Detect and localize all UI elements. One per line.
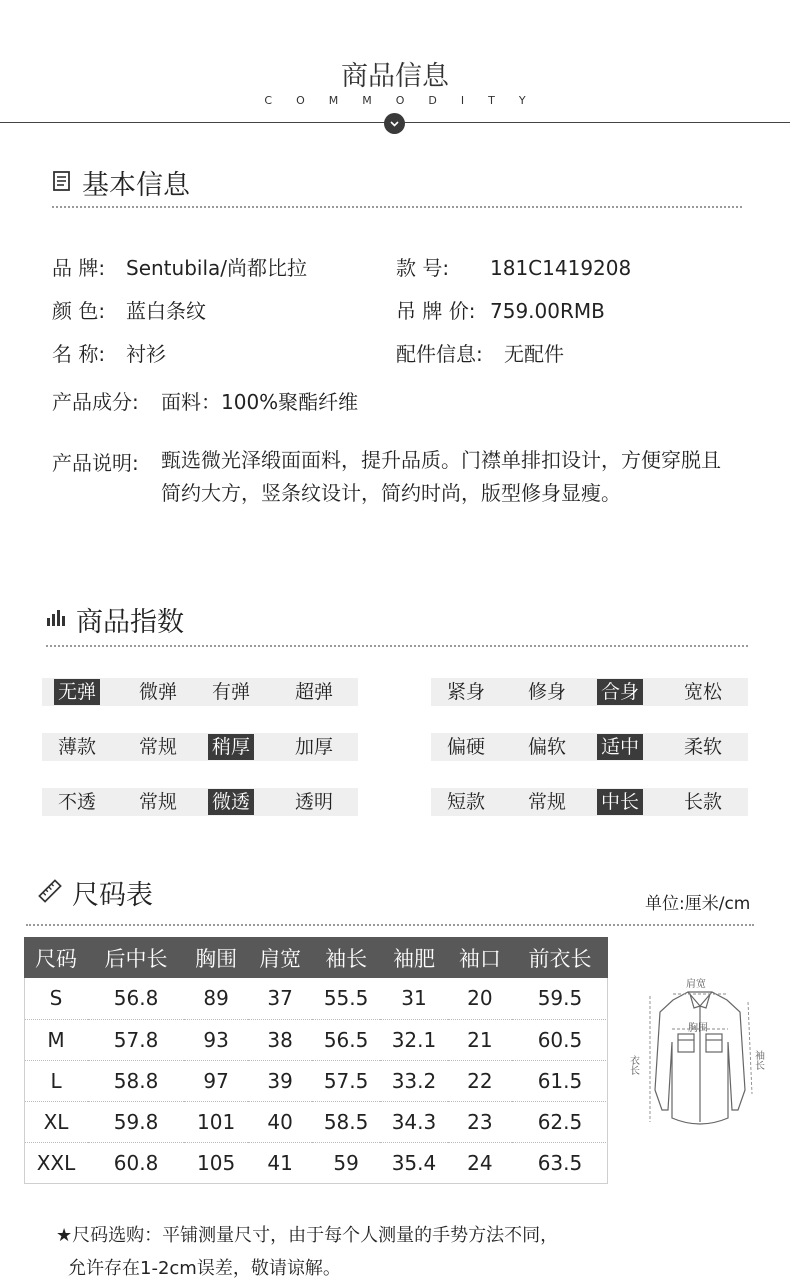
index-option-selected: 无弹 — [54, 679, 100, 705]
size-table-header — [24, 937, 608, 978]
index-row — [431, 678, 748, 706]
index-option: 修身 — [527, 681, 566, 703]
size-table-cell: 56.5 — [312, 1019, 380, 1060]
size-note-line2: 允许存在1-2cm误差，敬请谅解。 — [68, 1258, 341, 1279]
color-label: 颜 色: — [52, 299, 106, 323]
size-table-header-cell: 袖口 — [448, 937, 512, 978]
size-table-cell: 31 — [401, 986, 427, 1011]
index-option: 长款 — [683, 791, 722, 813]
index-row — [42, 678, 358, 706]
size-table-cell: 41 — [248, 1142, 312, 1183]
description-label: 产品说明: — [52, 451, 139, 475]
diagram-label-shoulder: 肩宽 — [686, 979, 706, 990]
accessories-label: 配件信息: — [396, 342, 483, 366]
index-row — [42, 733, 358, 761]
index-option: 不透 — [57, 791, 96, 813]
index-row — [431, 733, 748, 761]
tag-price-label: 吊 牌 价: — [396, 299, 476, 323]
tag-price-value: 759.00RMB — [490, 299, 605, 323]
ruler-icon — [38, 879, 62, 907]
index-row — [431, 788, 748, 816]
size-table-row — [24, 1142, 608, 1183]
composition-label: 产品成分: — [52, 390, 139, 414]
size-table-cell: 40 — [248, 1101, 312, 1142]
size-table-cell: 32.1 — [380, 1019, 448, 1060]
index-option: 超弹 — [294, 681, 333, 703]
size-table-cell: 55.5 — [323, 986, 369, 1011]
size-table-cell: 97 — [184, 1060, 248, 1101]
name-value: 衬衫 — [126, 342, 166, 366]
size-table-cell: M — [24, 1019, 88, 1060]
shirt-measurement-diagram — [628, 972, 770, 1132]
size-table-cell: 57.8 — [88, 1019, 184, 1060]
name-row — [52, 338, 166, 367]
size-table-header-cell: 尺码 — [24, 937, 88, 978]
size-table-cell: 63.5 — [512, 1142, 608, 1183]
index-option: 柔软 — [683, 736, 722, 758]
index-title: 商品指数 — [76, 607, 184, 638]
index-option-selected: 微透 — [208, 789, 254, 815]
size-table-cell: 23 — [448, 1101, 512, 1142]
size-table-header-cell: 胸围 — [184, 937, 248, 978]
size-table — [24, 937, 608, 1183]
index-row — [42, 788, 358, 816]
size-table-row — [24, 978, 608, 1019]
size-table-cell: 60.5 — [512, 1019, 608, 1060]
index-option: 常规 — [527, 791, 566, 813]
index-option: 微弹 — [138, 681, 177, 703]
diagram-label-chest: 胸围 — [688, 1023, 708, 1034]
size-table-body — [24, 978, 608, 1183]
size-table-cell: 57.5 — [312, 1060, 380, 1101]
size-table-header-cell: 前衣长 — [512, 937, 608, 978]
index-option-selected: 中长 — [597, 789, 643, 815]
size-table-cell: 58.5 — [312, 1101, 380, 1142]
size-table-header-cell: 后中长 — [88, 937, 184, 978]
size-table-cell: 56.8 — [113, 986, 159, 1011]
description-text: 甄选微光泽缎面面料，提升品质。门襟单排扣设计，方便穿脱且简约大方，竖条纹设计，简约时尚，版型修身显瘦。 — [161, 448, 721, 505]
size-note-line1: ★尺码选购：平铺测量尺寸，由于每个人测量的手势方法不同， — [56, 1225, 559, 1246]
size-table-cell: 93 — [184, 1019, 248, 1060]
size-table-cell: 59.8 — [88, 1101, 184, 1142]
size-table-cell: 39 — [248, 1060, 312, 1101]
color-row — [52, 295, 206, 324]
style-no-row — [396, 252, 631, 281]
color-value: 蓝白条纹 — [126, 299, 206, 323]
size-table-cell: 37 — [267, 986, 293, 1011]
size-table-header-cell: 袖长 — [312, 937, 380, 978]
index-option: 常规 — [138, 736, 177, 758]
size-table-cell: 59 — [312, 1142, 380, 1183]
size-table-cell: 101 — [184, 1101, 248, 1142]
index-option: 短款 — [446, 791, 485, 813]
size-chart-heading — [38, 873, 153, 912]
document-icon — [52, 170, 72, 196]
index-option-selected: 稍厚 — [208, 734, 254, 760]
accessories-row — [396, 338, 564, 367]
index-option: 透明 — [294, 791, 333, 813]
index-heading — [46, 600, 184, 639]
size-table-cell: 60.8 — [88, 1142, 184, 1183]
size-table-cell: 59.5 — [537, 986, 583, 1011]
index-option: 常规 — [138, 791, 177, 813]
size-table-cell: 105 — [184, 1142, 248, 1183]
size-table-cell: 20 — [467, 986, 493, 1011]
size-table-row — [24, 1060, 608, 1101]
bar-chart-icon — [46, 609, 66, 631]
index-option: 紧身 — [446, 681, 485, 703]
size-table-cell: 38 — [248, 1019, 312, 1060]
size-table-cell: S — [49, 986, 63, 1011]
size-table-cell: XL — [24, 1101, 88, 1142]
size-table-cell: 35.4 — [380, 1142, 448, 1183]
section-title-commodity: 商品信息 — [341, 61, 449, 92]
name-label: 名 称: — [52, 342, 106, 366]
chevron-down-icon — [384, 113, 405, 134]
dotted-divider — [52, 206, 742, 208]
size-table-cell: 58.8 — [88, 1060, 184, 1101]
size-table-row — [24, 1019, 608, 1060]
size-table-cell: 89 — [203, 986, 229, 1011]
size-table-header-cell: 袖肥 — [380, 937, 448, 978]
section-subtitle: COMMODITY — [264, 94, 550, 107]
index-option: 宽松 — [683, 681, 722, 703]
size-table-header-cell: 肩宽 — [248, 937, 312, 978]
diagram-label-sleeve: 袖长 — [752, 1050, 764, 1070]
dotted-divider — [46, 645, 748, 647]
size-table-cell: 62.5 — [512, 1101, 608, 1142]
index-option-selected: 合身 — [597, 679, 643, 705]
index-option: 偏软 — [527, 736, 566, 758]
size-table-row — [24, 1101, 608, 1142]
index-option: 有弹 — [211, 681, 250, 703]
brand-row — [52, 252, 307, 281]
index-option: 偏硬 — [446, 736, 485, 758]
size-table-cell: 33.2 — [380, 1060, 448, 1101]
dotted-divider — [26, 924, 754, 926]
basic-info-title: 基本信息 — [82, 170, 190, 201]
style-no-value: 181C1419208 — [490, 256, 632, 280]
size-table-cell: 22 — [448, 1060, 512, 1101]
index-option-selected: 适中 — [597, 734, 643, 760]
tag-price-row — [396, 295, 605, 324]
basic-info-heading — [52, 163, 190, 202]
size-table-cell: 24 — [448, 1142, 512, 1183]
index-option: 薄款 — [57, 736, 96, 758]
size-chart-title: 尺码表 — [72, 880, 153, 911]
style-no-label: 款 号: — [396, 256, 450, 280]
composition-row — [52, 386, 358, 415]
composition-value: 面料：100%聚酯纤维 — [161, 390, 359, 414]
size-table-cell: 21 — [448, 1019, 512, 1060]
brand-label: 品 牌: — [52, 256, 106, 280]
accessories-value: 无配件 — [504, 342, 564, 366]
diagram-label-length: 衣长 — [628, 1055, 639, 1075]
index-option: 加厚 — [294, 736, 333, 758]
size-table-cell: 34.3 — [380, 1101, 448, 1142]
size-table-cell: 61.5 — [512, 1060, 608, 1101]
brand-value: Sentubila/尚都比拉 — [126, 256, 307, 280]
unit-label: 单位:厘米/cm — [645, 894, 751, 914]
size-table-cell: XXL — [24, 1142, 88, 1183]
size-table-cell: L — [24, 1060, 88, 1101]
